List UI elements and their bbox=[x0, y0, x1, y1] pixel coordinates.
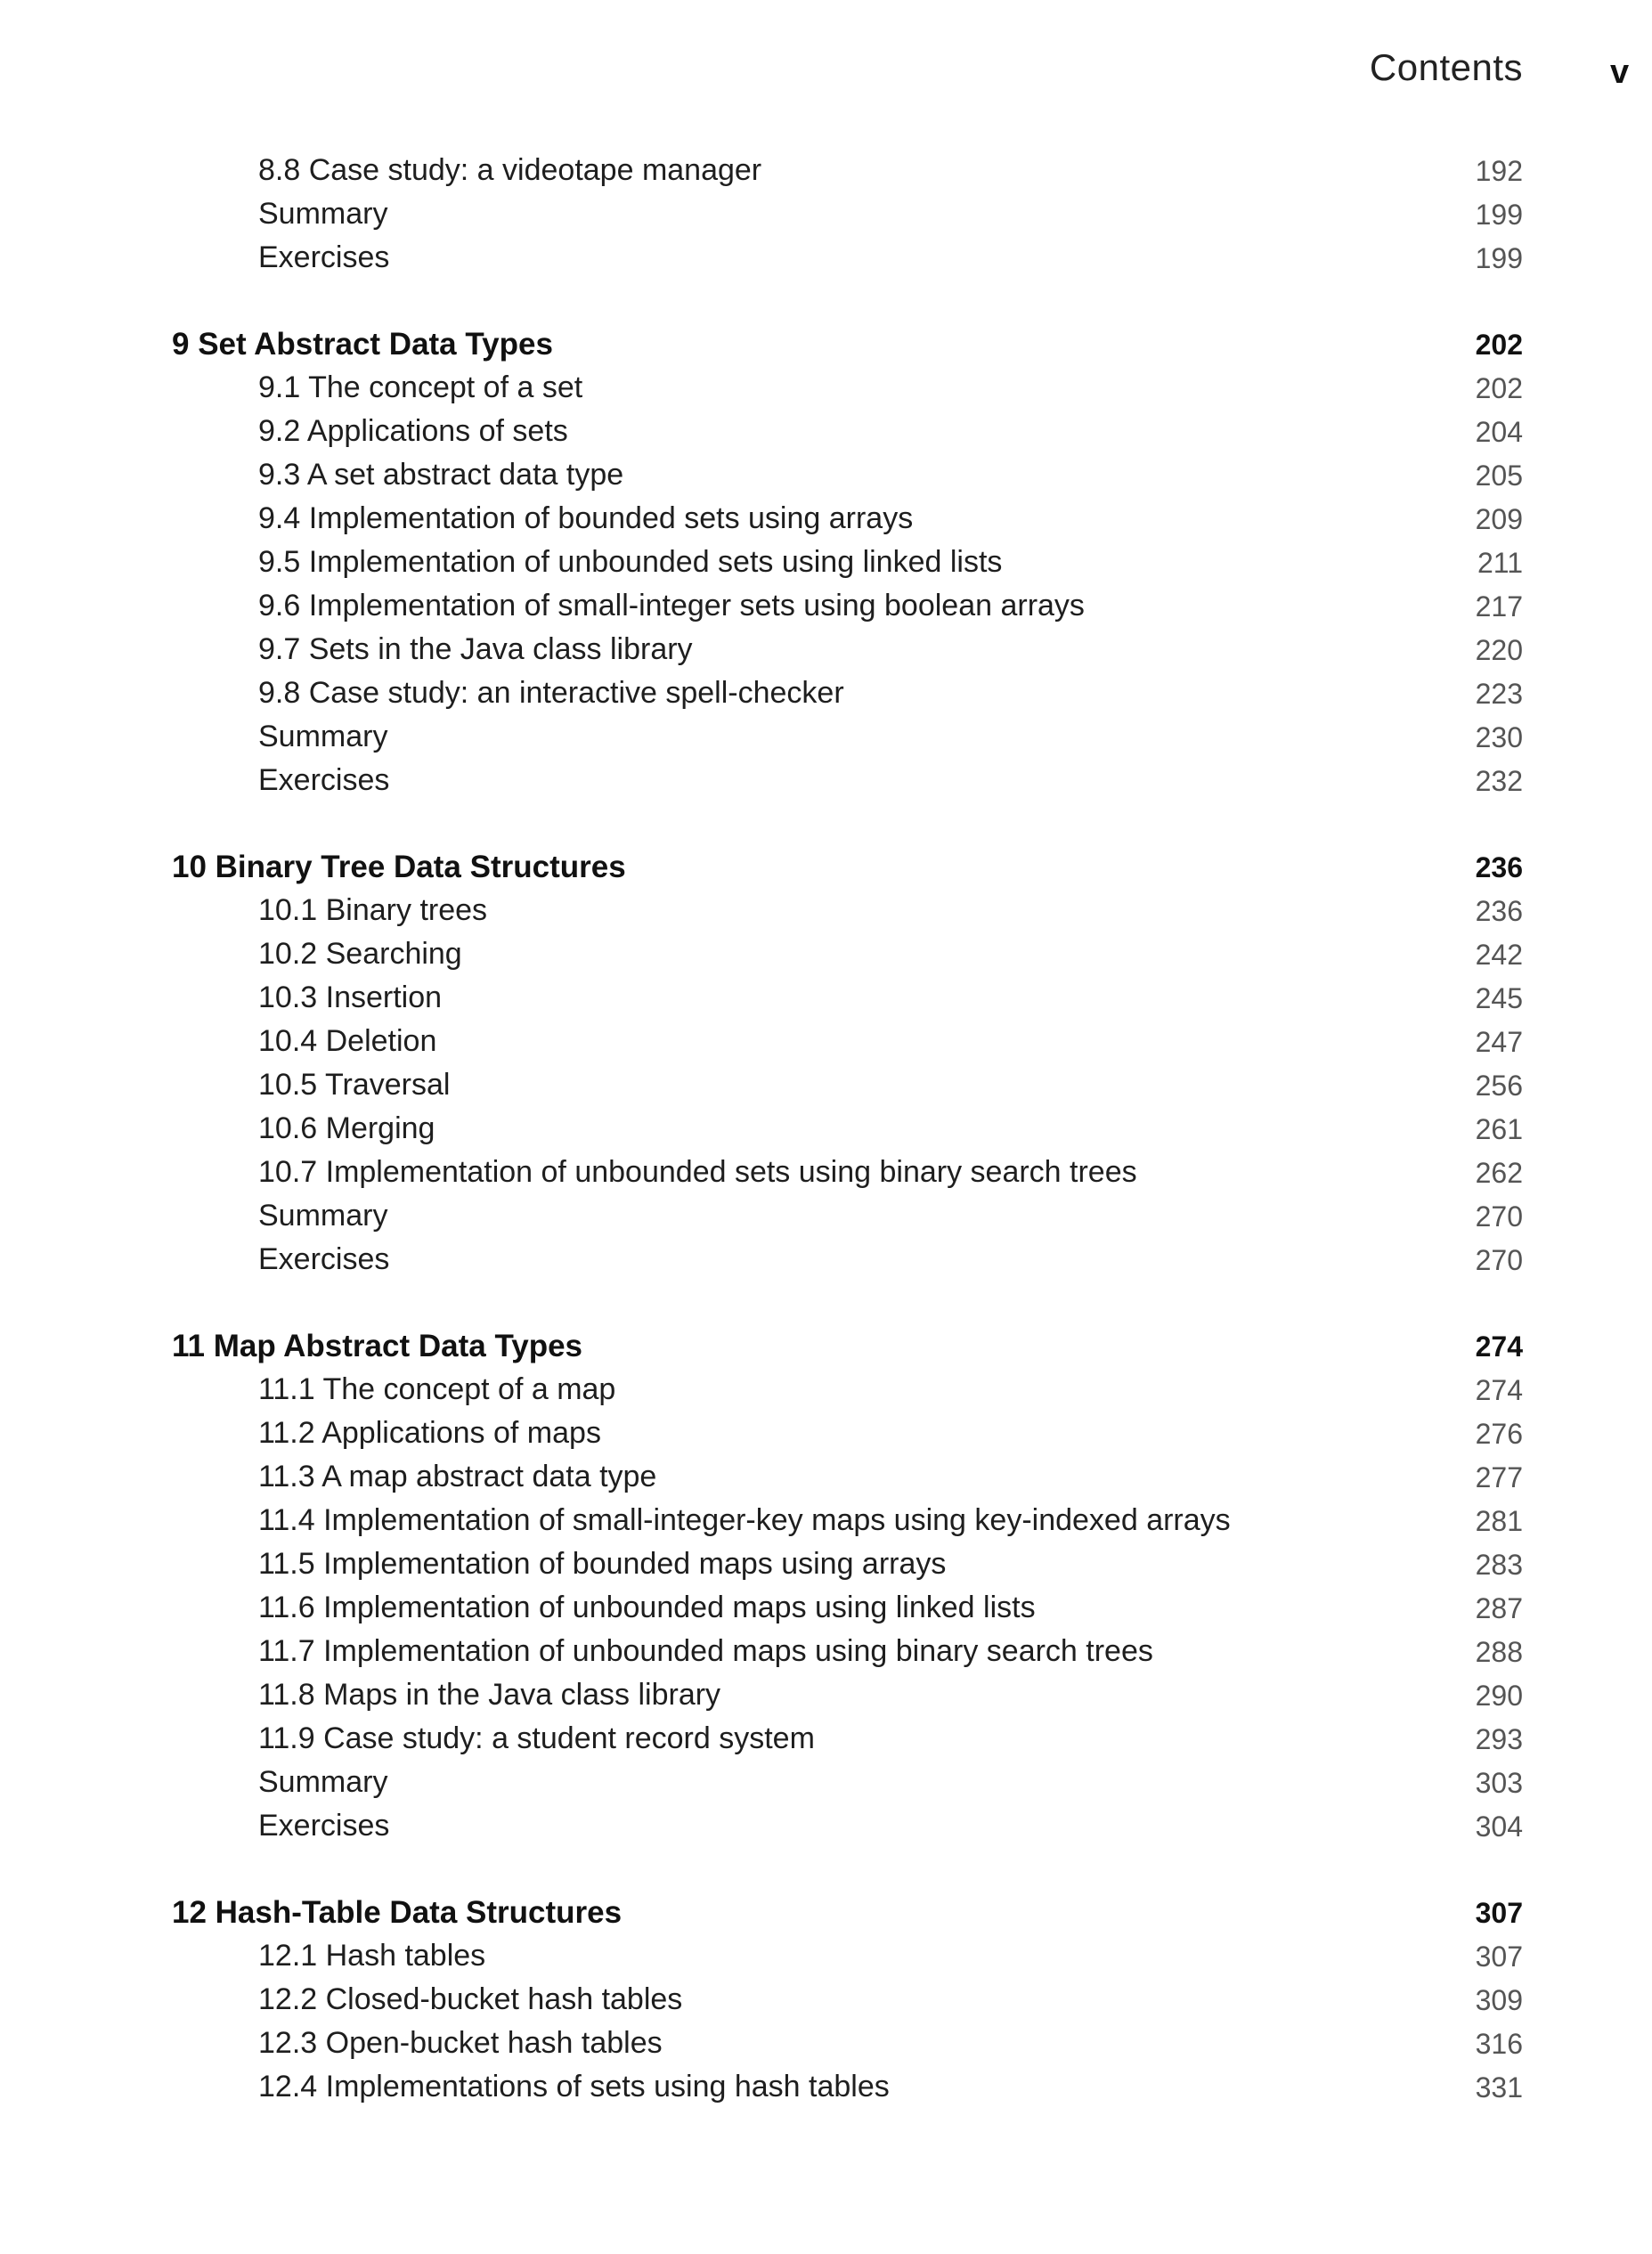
toc-entry-page: 287 bbox=[1475, 1592, 1523, 1624]
toc-entry[interactable] bbox=[0, 2021, 1652, 2064]
toc-entry[interactable] bbox=[0, 975, 1652, 1019]
toc-entry-page: 230 bbox=[1475, 721, 1523, 753]
toc-entry-page: 309 bbox=[1475, 1984, 1523, 2016]
toc-entry[interactable] bbox=[0, 1542, 1652, 1585]
toc-entry-page: 331 bbox=[1475, 2071, 1523, 2103]
toc-entry[interactable] bbox=[0, 1803, 1652, 1847]
toc-chapter-heading[interactable] bbox=[0, 321, 1652, 365]
toc-entry[interactable] bbox=[0, 1672, 1652, 1716]
chapter-page: 236 bbox=[1475, 851, 1523, 883]
toc-entry-title: 8.8 Case study: a videotape manager bbox=[258, 153, 762, 187]
toc-entry[interactable] bbox=[0, 496, 1652, 540]
toc-entry[interactable] bbox=[0, 671, 1652, 714]
toc-entry-title: 9.3 A set abstract data type bbox=[258, 458, 624, 492]
toc-entry-title: Exercises bbox=[258, 1242, 390, 1276]
toc-entry[interactable] bbox=[0, 714, 1652, 758]
toc-entry-page: 288 bbox=[1475, 1636, 1523, 1668]
toc-entry-page: 199 bbox=[1475, 199, 1523, 231]
chapter-title: 11 Map Abstract Data Types bbox=[172, 1329, 582, 1363]
toc-entry[interactable] bbox=[0, 1498, 1652, 1542]
toc-entry-title: 11.7 Implementation of unbounded maps using binary search trees bbox=[258, 1634, 1153, 1668]
toc-entry[interactable] bbox=[0, 1585, 1652, 1629]
toc-entry[interactable] bbox=[0, 1760, 1652, 1803]
toc-entry[interactable] bbox=[0, 1411, 1652, 1454]
toc-entry-title: 10.1 Binary trees bbox=[258, 893, 488, 927]
chapter-title: 9 Set Abstract Data Types bbox=[172, 327, 553, 362]
chapter-title: 12 Hash-Table Data Structures bbox=[172, 1895, 623, 1930]
toc-entry-title: 12.2 Closed-bucket hash tables bbox=[258, 1982, 683, 2016]
toc-entry-title: Exercises bbox=[258, 1809, 390, 1843]
toc-entry-title: 9.7 Sets in the Java class library bbox=[258, 632, 693, 666]
toc-entry-page: 304 bbox=[1475, 1811, 1523, 1843]
toc-entry[interactable] bbox=[0, 148, 1652, 191]
toc-entry-title: 9.8 Case study: an interactive spell-checker bbox=[258, 676, 844, 710]
toc-entry-title: Exercises bbox=[258, 763, 390, 797]
toc-entry[interactable] bbox=[0, 1454, 1652, 1498]
toc-entry[interactable] bbox=[0, 365, 1652, 409]
running-head: Contents bbox=[1369, 46, 1523, 88]
toc-entry-title: 11.2 Applications of maps bbox=[258, 1416, 601, 1450]
toc-entry-title: 11.1 The concept of a map bbox=[258, 1372, 616, 1406]
toc-entry-page: 256 bbox=[1475, 1070, 1523, 1102]
chapter-page: 202 bbox=[1475, 329, 1523, 361]
toc-entry-page: 277 bbox=[1475, 1461, 1523, 1493]
toc-entry-page: 232 bbox=[1475, 765, 1523, 797]
toc-entry[interactable] bbox=[0, 1062, 1652, 1106]
toc-entry-page: 242 bbox=[1475, 939, 1523, 971]
toc-entry[interactable] bbox=[0, 932, 1652, 975]
toc-entry-page: 192 bbox=[1475, 155, 1523, 187]
toc-entry[interactable] bbox=[0, 235, 1652, 279]
toc-entry-title: Summary bbox=[258, 720, 388, 753]
toc-entry-title: 10.3 Insertion bbox=[258, 981, 443, 1014]
toc-chapter-heading[interactable] bbox=[0, 1890, 1652, 1933]
toc-entry-page: 199 bbox=[1475, 242, 1523, 274]
toc-entry[interactable] bbox=[0, 1933, 1652, 1977]
toc-entry[interactable] bbox=[0, 627, 1652, 671]
toc-entry-title: 10.5 Traversal bbox=[258, 1068, 451, 1102]
toc-entry-page: 202 bbox=[1475, 372, 1523, 404]
toc-entry-page: 223 bbox=[1475, 678, 1523, 710]
toc-entry[interactable] bbox=[0, 1237, 1652, 1281]
toc-entry-title: Summary bbox=[258, 197, 388, 231]
toc-entry-page: 204 bbox=[1475, 416, 1523, 448]
toc-entry[interactable] bbox=[0, 1193, 1652, 1237]
toc-entry-title: 9.4 Implementation of bounded sets using arrays bbox=[258, 501, 914, 535]
page-number: v bbox=[1610, 53, 1630, 91]
toc-entry[interactable] bbox=[0, 1106, 1652, 1150]
toc-entry[interactable] bbox=[0, 888, 1652, 932]
toc-entry-page: 290 bbox=[1475, 1680, 1523, 1712]
toc-entry[interactable] bbox=[0, 191, 1652, 235]
toc-entry-title: 10.2 Searching bbox=[258, 937, 462, 971]
toc-entry-title: 10.7 Implementation of unbounded sets using binary search trees bbox=[258, 1155, 1137, 1189]
toc-entry[interactable] bbox=[0, 409, 1652, 452]
toc-entry-page: 307 bbox=[1475, 1941, 1523, 1973]
toc-entry-page: 303 bbox=[1475, 1767, 1523, 1799]
toc-entry-title: 10.6 Merging bbox=[258, 1111, 435, 1145]
toc-entry[interactable] bbox=[0, 452, 1652, 496]
toc-chapter-heading[interactable] bbox=[0, 1323, 1652, 1367]
toc-entry-title: 11.3 A map abstract data type bbox=[258, 1460, 657, 1493]
toc-entry-title: 11.4 Implementation of small-integer-key maps using key-indexed arrays bbox=[258, 1503, 1231, 1537]
toc-entry-page: 283 bbox=[1475, 1549, 1523, 1581]
toc-entry-page: 293 bbox=[1475, 1723, 1523, 1755]
toc-entry-page: 281 bbox=[1475, 1505, 1523, 1537]
toc-entry-page: 270 bbox=[1475, 1244, 1523, 1276]
toc-entry-title: 11.8 Maps in the Java class library bbox=[258, 1678, 721, 1712]
toc-entry-title: 12.4 Implementations of sets using hash tables bbox=[258, 2070, 890, 2103]
toc-entry-page: 245 bbox=[1475, 982, 1523, 1014]
toc-entry-title: 9.6 Implementation of small-integer sets using boolean arrays bbox=[258, 589, 1085, 622]
toc-entry-title: Summary bbox=[258, 1199, 388, 1233]
toc-entry-title: Exercises bbox=[258, 240, 390, 274]
toc-entry-page: 217 bbox=[1475, 590, 1523, 622]
toc-entry-title: 9.2 Applications of sets bbox=[258, 414, 568, 448]
toc-entry[interactable] bbox=[0, 583, 1652, 627]
toc-entry-page: 274 bbox=[1475, 1374, 1523, 1406]
toc-chapter-heading[interactable] bbox=[0, 844, 1652, 888]
toc-entry-page: 209 bbox=[1475, 503, 1523, 535]
toc-entry-title: 9.5 Implementation of unbounded sets using linked lists bbox=[258, 545, 1003, 579]
chapter-page: 307 bbox=[1475, 1897, 1523, 1929]
toc-entry[interactable] bbox=[0, 1019, 1652, 1062]
toc-entry[interactable] bbox=[0, 1367, 1652, 1411]
chapter-title: 10 Binary Tree Data Structures bbox=[172, 850, 626, 884]
toc-entry-page: 316 bbox=[1475, 2028, 1523, 2060]
toc-entry-page: 261 bbox=[1475, 1113, 1523, 1145]
toc-entry-title: 9.1 The concept of a set bbox=[258, 370, 583, 404]
toc-entry-title: 12.1 Hash tables bbox=[258, 1939, 486, 1973]
toc-entry[interactable] bbox=[0, 2064, 1652, 2108]
toc-entry-page: 270 bbox=[1475, 1200, 1523, 1233]
toc-entry-title: 10.4 Deletion bbox=[258, 1024, 437, 1058]
toc-entry[interactable] bbox=[0, 1977, 1652, 2021]
toc-entry-page: 247 bbox=[1475, 1026, 1523, 1058]
toc-entry-page: 220 bbox=[1475, 634, 1523, 666]
toc-entry-page: 262 bbox=[1475, 1157, 1523, 1189]
table-of-contents bbox=[0, 148, 1652, 2108]
toc-entry-title: 11.5 Implementation of bounded maps using arrays bbox=[258, 1547, 947, 1581]
toc-entry-title: Summary bbox=[258, 1765, 388, 1799]
toc-entry-title: 12.3 Open-bucket hash tables bbox=[258, 2026, 663, 2060]
toc-entry-title: 11.6 Implementation of unbounded maps using linked lists bbox=[258, 1591, 1036, 1624]
toc-entry[interactable] bbox=[0, 540, 1652, 583]
toc-entry-page: 236 bbox=[1475, 895, 1523, 927]
chapter-page: 274 bbox=[1475, 1330, 1523, 1363]
toc-entry-page: 276 bbox=[1475, 1418, 1523, 1450]
toc-entry-page: 211 bbox=[1477, 547, 1523, 579]
toc-entry[interactable] bbox=[0, 1150, 1652, 1193]
toc-entry-title: 11.9 Case study: a student record system bbox=[258, 1721, 815, 1755]
toc-entry[interactable] bbox=[0, 1629, 1652, 1672]
toc-entry-page: 205 bbox=[1475, 460, 1523, 492]
toc-entry[interactable] bbox=[0, 1716, 1652, 1760]
toc-entry[interactable] bbox=[0, 758, 1652, 802]
